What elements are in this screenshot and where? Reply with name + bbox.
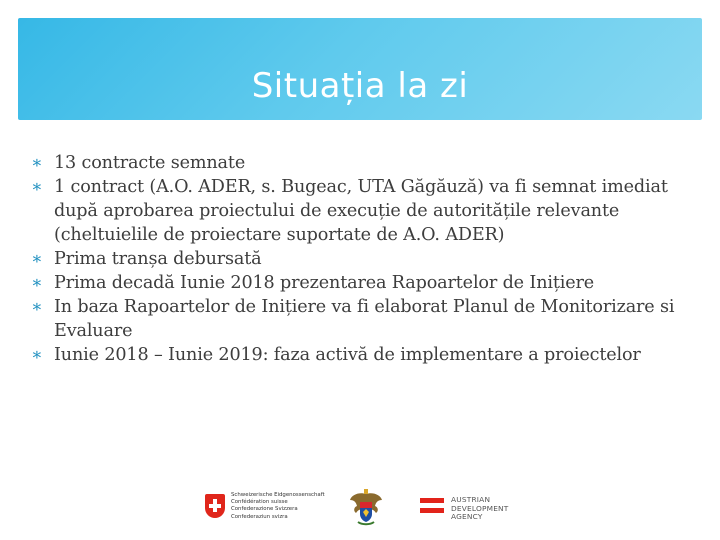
bullet-text: Iunie 2018 – Iunie 2019: faza activă de implementare a proiectelor: [54, 345, 641, 365]
ada-logo-line: DEVELOPMENT: [451, 503, 509, 513]
bullet-marker-icon: ∗: [31, 297, 43, 317]
bullet-list: [31, 151, 701, 367]
bullet-text: Prima decadă Iunie 2018 prezentarea Rapoartelor de Inițiere: [54, 273, 595, 293]
bullet-item: [31, 343, 701, 367]
bullet-marker-icon: ∗: [31, 249, 43, 269]
austrian-flag-icon: [420, 498, 444, 513]
ada-logo-line: AGENCY: [451, 512, 483, 522]
bullet-item: [31, 295, 701, 343]
moldova-coat-of-arms-icon: [348, 488, 384, 528]
bullet-item: [31, 151, 701, 175]
swiss-logo-line: Confédération suisse: [231, 499, 288, 506]
bullet-text: Prima tranșa debursată: [54, 249, 262, 269]
swiss-logo-line: Confederaziun svizra: [231, 513, 288, 520]
swiss-logo-line: Schweizerische Eidgenossenschaft: [231, 492, 325, 498]
bullet-text: 13 contracte semnate: [54, 153, 246, 173]
slide-title: Situația la zi: [251, 66, 469, 106]
ada-logo-line: AUSTRIAN: [451, 495, 491, 504]
bullet-text: 1 contract (A.O. ADER, s. Bugeac, UTA Găgăuză) va fi semnat imediat după aprobarea proiectului de execuție de autoritățile relevante (cheltuielile de proiectare suportate de A.O. ADER): [54, 177, 668, 245]
bullet-text: In baza Rapoartelor de Inițiere va fi elaborat Planul de Monitorizare si Evaluare: [54, 297, 675, 341]
swiss-flag-icon: [205, 494, 225, 518]
partner-logos: [0, 486, 720, 536]
swiss-logo-line: Confederazione Svizzera: [231, 506, 298, 513]
bullet-marker-icon: ∗: [31, 153, 43, 173]
bullet-marker-icon: ∗: [31, 177, 43, 197]
title-band: [18, 18, 702, 120]
bullet-marker-icon: ∗: [31, 345, 43, 365]
swiss-logo-text: [231, 492, 341, 521]
ada-logo-text: [451, 496, 531, 522]
bullet-marker-icon: ∗: [31, 273, 43, 293]
bullet-item: [31, 247, 701, 271]
bullet-item: [31, 271, 701, 295]
bullet-item: [31, 175, 701, 247]
